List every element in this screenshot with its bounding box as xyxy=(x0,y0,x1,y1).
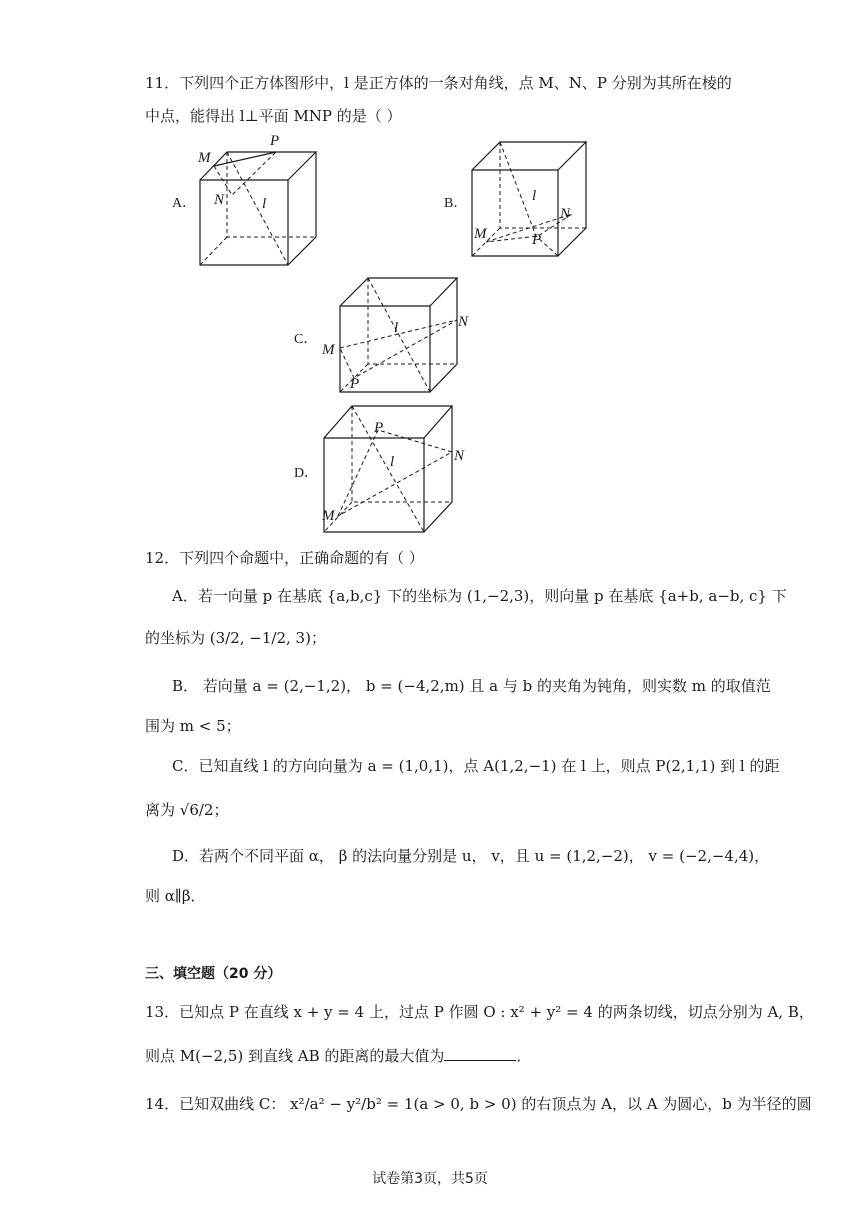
label-l: l xyxy=(390,454,395,470)
q11-cube-b xyxy=(466,136,596,266)
q12-d-line1: D．若两个不同平面 α， β 的法向量分别是 u， v，且 u = (1,2,−2)， v = (−2,−4,4)， xyxy=(172,847,770,865)
section-heading: 三、填空题（20 分） xyxy=(145,966,282,982)
q12-b-line2: 围为 m < 5； xyxy=(145,717,241,735)
label-l: l xyxy=(532,188,537,204)
q12-c-line1: C．已知直线 l 的方向向量为 a = (1,0,1)，点 A(1,2,−1) 在 l 上，则点 P(2,1,1) 到 l 的距 xyxy=(172,757,780,775)
label-p: P xyxy=(350,376,360,392)
label-m: M xyxy=(322,508,335,524)
q12-a-line1: A．若一向量 p 在基底 {a,b,c} 下的坐标为 (1,−2,3)，则向量 p 在基底 {a+b, a−b, c} 下 xyxy=(172,587,787,605)
answer-blank[interactable] xyxy=(444,1046,516,1061)
label-p: P xyxy=(270,133,280,149)
q11-line2: 中点，能得出 l⊥平面 MNP 的是（ ） xyxy=(145,107,402,125)
q11-line1: 11．下列四个正方体图形中，l 是正方体的一条对角线，点 M、N、P 分别为其所在棱的 xyxy=(145,74,732,92)
q12-stem: 12．下列四个命题中，正确命题的有（ ） xyxy=(145,549,424,567)
label-n: N xyxy=(458,314,469,330)
q12-a-line2: 的坐标为 (3/2, −1/2, 3)； xyxy=(145,629,326,647)
label-l: l xyxy=(394,320,399,336)
label-m: M xyxy=(322,342,335,358)
label-p: P xyxy=(374,420,384,436)
q11-option-a-label: A． xyxy=(172,196,197,211)
label-l: l xyxy=(262,196,267,212)
q11-cube-c xyxy=(318,274,488,396)
q11-cube-d xyxy=(318,402,488,536)
q11-option-d-label: D． xyxy=(294,466,319,481)
label-m: M xyxy=(474,226,487,242)
label-n: N xyxy=(214,192,225,208)
q11-cube-a xyxy=(192,130,332,270)
q11-option-b-label: B． xyxy=(444,196,468,211)
label-p: P xyxy=(532,232,542,248)
q12-d-line2: 则 α∥β． xyxy=(145,887,206,905)
label-m: M xyxy=(198,150,211,166)
q13-line1: 13．已知点 P 在直线 x + y = 4 上，过点 P 作圆 O : x² + y² = 4 的两条切线，切点分别为 A, B， xyxy=(145,1003,814,1021)
q14-line1: 14．已知双曲线 C： x²/a² − y²/b² = 1(a > 0, b > 0) 的右顶点为 A，以 A 为圆心，b 为半径的圆 xyxy=(145,1095,812,1113)
q13-line2: 则点 M(−2,5) 到直线 AB 的距离的最大值为 ． xyxy=(145,1047,532,1065)
q12-b-line1: B． 若向量 a = (2,−1,2)， b = (−4,2,m) 且 a 与 b 的夹角为钝角，则实数 m 的取值范 xyxy=(172,677,771,695)
label-n: N xyxy=(454,448,465,464)
q11-option-c-label: C． xyxy=(294,332,318,347)
page-footer: 试卷第3页，共5页 xyxy=(372,1171,488,1187)
q12-c-line2: 离为 √6/2； xyxy=(145,801,229,819)
label-n: N xyxy=(560,206,571,222)
